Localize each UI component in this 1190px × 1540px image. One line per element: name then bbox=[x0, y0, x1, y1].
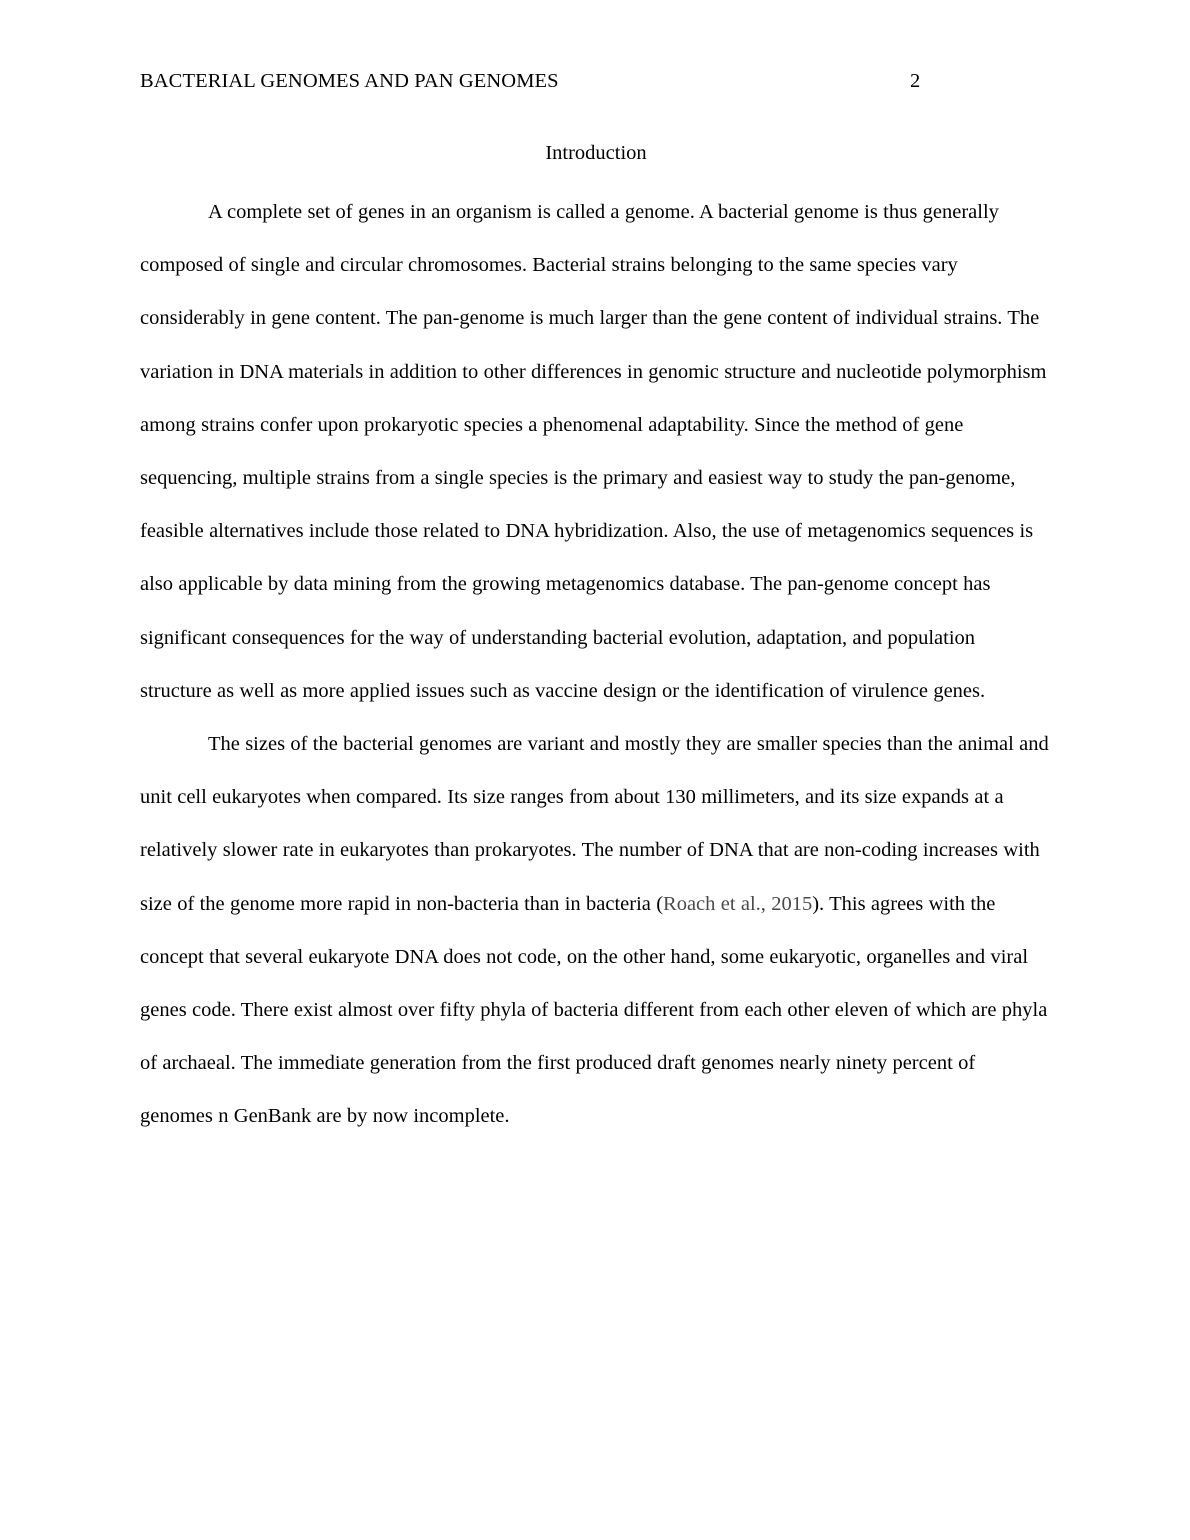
body-paragraph-2 bbox=[140, 718, 1052, 1144]
running-head-title: BACTERIAL GENOMES AND PAN GENOMES bbox=[140, 70, 559, 92]
body-paragraph-1 bbox=[140, 186, 1052, 718]
paragraph-1-text: A complete set of genes in an organism is called a genome. A bacterial genome is thus generally composed of single and circular chromosomes. Bacterial strains belonging to the same species vary considerably in gene content. The pan-genome is much larger than the gene content of individual strains. The variation in DNA materials in addition to other differences in genomic structure and nucleotide polymorphism among strains confer upon prokaryotic species a phenomenal adaptability. Since the method of gene sequencing, multiple strains from a single species is the primary and easiest way to study the pan-genome, feasible alternatives include those related to DNA hybridization. Also, the use of metagenomics sequences is also applicable by data mining from the growing metagenomics database. The pan-genome concept has significant consequences for the way of understanding bacterial evolution, adaptation, and population structure as well as more applied issues such as vaccine design or the identification of virulence genes. bbox=[140, 201, 1047, 702]
page-number: 2 bbox=[910, 70, 921, 92]
document-body bbox=[140, 133, 1052, 1144]
paragraph-2-text-after-citation: ). This agrees with the concept that several eukaryote DNA does not code, on the other hand, some eukaryotic, organelles and viral genes code. There exist almost over fifty phyla of bacteria different from each other eleven of which are phyla of archaeal. The immediate generation from the first produced draft genomes nearly ninety percent of genomes n GenBank are by now incomplete. bbox=[140, 892, 1048, 1128]
paragraph-2-text-before-citation: The sizes of the bacterial genomes are variant and mostly they are smaller species than the animal and unit cell eukaryotes when compared. Its size ranges from about 130 millimeters, and its size expands at a relatively slower rate in eukaryotes than prokaryotes. The number of DNA that are non-coding increases with size of the genome more rapid in non-bacteria than in bacteria ( bbox=[140, 733, 1049, 915]
section-heading-introduction: Introduction bbox=[545, 142, 647, 164]
running-head bbox=[140, 68, 1050, 96]
citation-reference[interactable]: Roach et al., 2015 bbox=[663, 892, 813, 915]
